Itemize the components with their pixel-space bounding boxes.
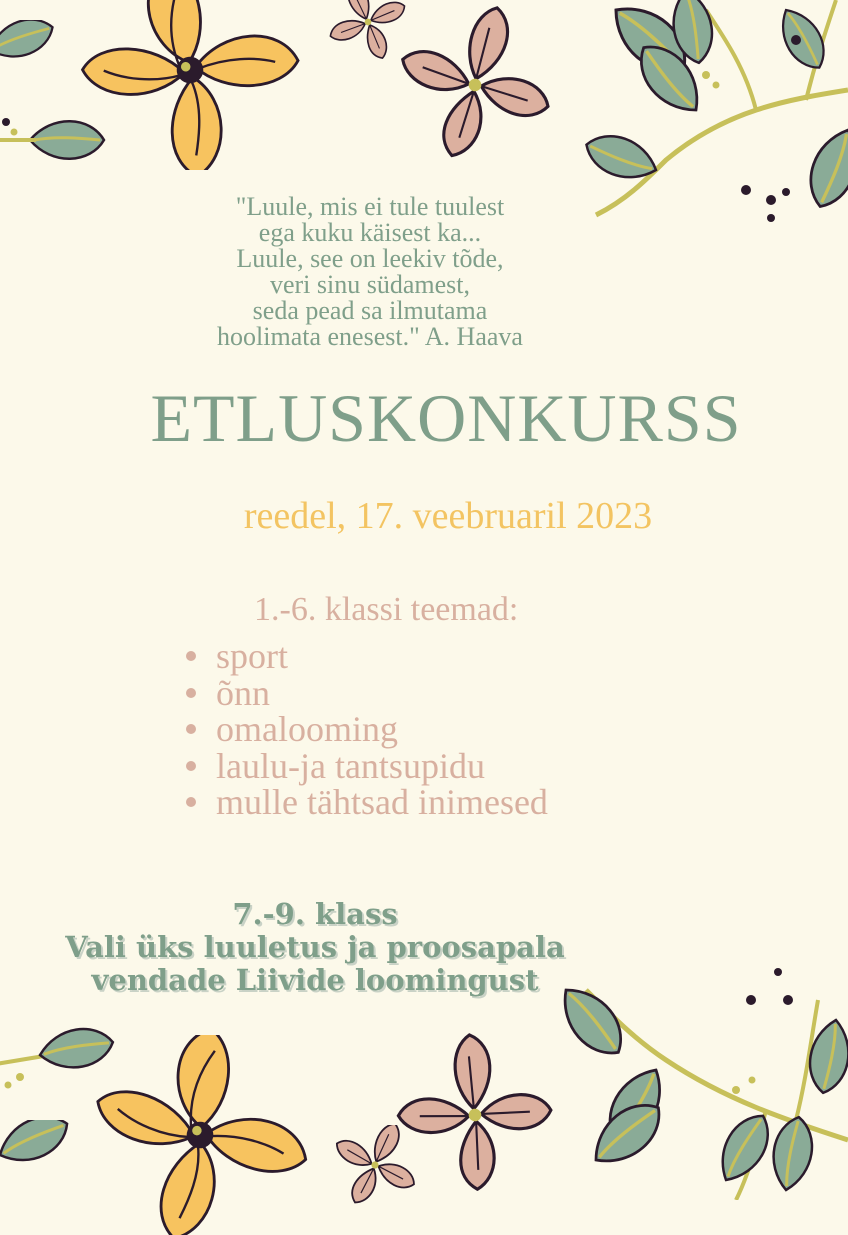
quote-line: Luule, see on leekiv tõde, xyxy=(236,244,504,273)
list-item: mulle tähtsad inimesed xyxy=(186,784,548,821)
event-date: reedel, 17. veebruaril 2023 xyxy=(243,495,653,537)
bullet-icon xyxy=(186,651,196,661)
grade-line: Vali üks luuletus ja proosapala xyxy=(65,930,565,964)
bullet-icon xyxy=(186,797,196,807)
bullet-icon xyxy=(186,724,196,734)
pink-flower-icon xyxy=(320,1125,430,1205)
leaf-branch-icon xyxy=(556,0,848,240)
quote-line: ega kuku käisest ka... xyxy=(258,218,482,247)
leaf-icon xyxy=(0,1020,130,1090)
quote-line: seda pead sa ilmutama xyxy=(252,296,488,325)
quote-line: veri sinu südamest, xyxy=(269,270,471,299)
page-title: ETLUSKONKURSS xyxy=(150,380,742,456)
leaf-icon xyxy=(0,110,120,170)
grade-line: 7.-9. klass xyxy=(232,897,398,931)
list-item: laulu-ja tantsupidu xyxy=(186,748,548,785)
list-item: omalooming xyxy=(186,711,548,748)
quote-line: "Luule, mis ei tule tuulest xyxy=(235,192,505,221)
leaf-icon xyxy=(0,1120,100,1190)
poem-quote xyxy=(150,194,590,350)
bullet-icon xyxy=(186,688,196,698)
list-item: sport xyxy=(186,638,548,675)
list-item: õnn xyxy=(186,675,548,712)
pink-flower-icon xyxy=(318,0,418,62)
grade-line: vendade Liivide loomingust xyxy=(91,963,539,997)
leaf-icon xyxy=(0,20,80,80)
grade-info xyxy=(30,898,600,997)
bullet-icon xyxy=(186,761,196,771)
topics-heading: 1.-6. klassi teemad: xyxy=(254,591,519,628)
quote-line: hoolimata enesest." A. Haava xyxy=(217,322,523,351)
topics-list xyxy=(186,638,548,821)
